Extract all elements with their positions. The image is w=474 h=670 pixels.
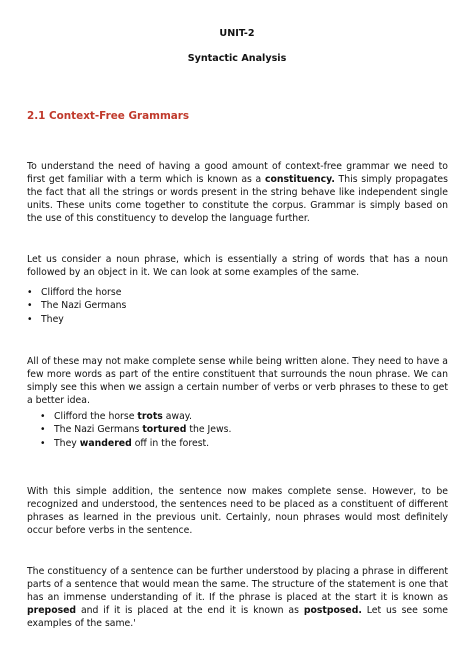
paragraph-text: This simply propagates the fact that all the strings or words present in the string behave like independent single units. These units come together to constitute the corpus. Grammar is simply based on the use of this constituency to develop the language further. [27,174,448,225]
example-rest: off in the forest. [131,437,210,449]
paragraph-addition: With this simple addition, the sentence now makes complete sense. However, to be recognized and understood, the sentences need to be placed as a constituent of different phrases as learned in the previous unit. Certainly, noun phrases would most definitely occur before verbs in the sentence. [27,486,448,537]
paragraph-constituency [27,160,448,225]
term-postposed: postposed. [303,605,362,617]
verb-example-list [40,410,231,450]
unit-label: UNIT-2 [219,28,255,39]
list-item [40,423,231,436]
list-item: • They [27,313,126,326]
noun-phrase-list [27,286,126,326]
section-heading: 2.1 Context-Free Grammars [27,110,190,122]
paragraph-noun-phrase: Let us consider a noun phrase, which is essentially a string of words that has a noun followed by an object in it. We can look at some examples of the same. [27,254,448,279]
paragraph-verbs: All of these may not make complete sense while being written alone. They need to have a few more words as part of the entire constituent that surrounds the noun phrase. We can simply see this when we assign a certain number of verbs or verb phrases to these to get a better idea. [27,356,448,407]
list-item: • Clifford the horse [27,286,126,299]
example-verb: wandered [79,437,132,449]
list-item [40,410,231,423]
paragraph-text: The constituency of a sentence can be further understood by placing a phrase in different parts of a sentence that would mean the same. The structure of the statement is one that has an immense understanding of it. If the phrase is placed at the start it is known as [27,566,448,604]
list-item: • The Nazi Germans [27,299,126,312]
example-subject: The Nazi Germans [54,424,143,436]
paragraph-text: To understand the need of having a good amount of context-free grammar we need to first get familiar with a term which is known as a [27,161,448,186]
paragraph-text: Let us see some examples of the same.' [27,605,449,630]
list-item [40,437,231,450]
example-subject: They [54,437,80,449]
example-rest: away. [162,411,192,422]
example-verb: trots [137,411,163,422]
paragraph-preposed-postposed [27,565,448,630]
example-subject: Clifford the horse [54,411,138,422]
document-subtitle: Syntactic Analysis [187,53,287,64]
paragraph-text: and if it is placed at the end it is known as [76,605,304,617]
example-verb: tortured [142,424,187,436]
term-constituency: constituency. [264,174,335,186]
term-preposed: preposed [27,605,77,617]
example-rest: the Jews. [186,424,232,436]
